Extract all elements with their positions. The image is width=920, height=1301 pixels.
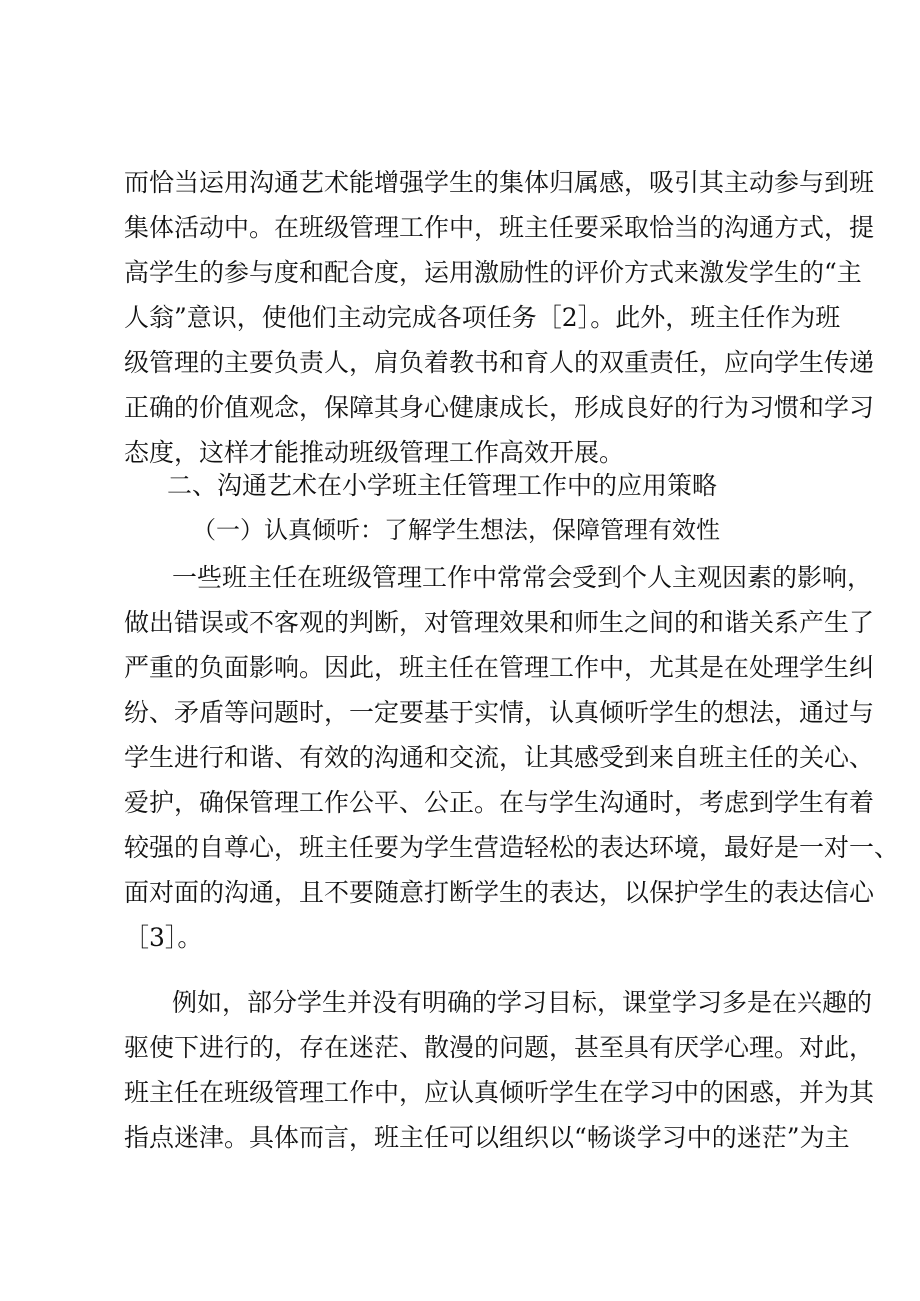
- paragraph-2-line: 做出错误或不客观的判断，对管理效果和师生之间的和谐关系产生了: [124, 608, 875, 637]
- paragraph-2-line: 一些班主任在班级管理工作中常常会受到个人主观因素的影响，: [172, 563, 873, 592]
- paragraph-2-line: 面对面的沟通，且不要随意打断学生的表达，以保护学生的表达信心: [124, 878, 875, 907]
- paragraph-1-line: 高学生的参与度和配合度，运用激励性的评价方式来激发学生的“主: [124, 258, 862, 287]
- paragraph-1-line: 而恰当运用沟通艺术能增强学生的集体归属感，吸引其主动参与到班: [124, 168, 875, 197]
- subsection-heading: （一）认真倾听：了解学生想法，保障管理有效性: [192, 516, 720, 544]
- paragraph-2-line: 学生进行和谐、有效的沟通和交流，让其感受到来自班主任的关心、: [124, 743, 875, 772]
- paragraph-1-line: 集体活动中。在班级管理工作中，班主任要采取恰当的沟通方式，提: [124, 213, 875, 242]
- paragraph-2-line: 纷、矛盾等问题时，一定要基于实情，认真倾听学生的想法，通过与: [124, 698, 875, 727]
- paragraph-3-line: 班主任在班级管理工作中，应认真倾听学生在学习中的困惑，并为其: [124, 1078, 875, 1107]
- paragraph-1-line: 级管理的主要负责人，肩负着教书和育人的双重责任，应向学生传递: [124, 348, 875, 377]
- paragraph-1-line: 正确的价值观念，保障其身心健康成长，形成良好的行为习惯和学习: [124, 393, 875, 422]
- paragraph-2-line: 严重的负面影响。因此，班主任在管理工作中，尤其是在处理学生纠: [124, 653, 875, 682]
- paragraph-1-line: 人翁”意识，使他们主动完成各项任务［2］。此外，班主任作为班: [124, 303, 841, 332]
- paragraph-1-line: 态度，这样才能推动班级管理工作高效开展。: [124, 438, 625, 467]
- paragraph-2-line: 爱护，确保管理工作公平、公正。在与学生沟通时，考虑到学生有着: [124, 788, 875, 817]
- paragraph-2-line: 较强的自尊心，班主任要为学生营造轻松的表达环境，最好是一对一、: [124, 833, 900, 862]
- paragraph-2-line: ［3］。: [124, 923, 203, 952]
- paragraph-3-line: 例如，部分学生并没有明确的学习目标，课堂学习多是在兴趣的: [172, 988, 873, 1017]
- paragraph-3-line: 驱使下进行的，存在迷茫、散漫的问题，甚至具有厌学心理。对此，: [124, 1033, 875, 1062]
- paragraph-3-line: 指点迷津。具体而言，班主任可以组织以“畅谈学习中的迷茫”为主: [124, 1123, 850, 1152]
- section-heading: 二、沟通艺术在小学班主任管理工作中的应用策略: [167, 471, 718, 500]
